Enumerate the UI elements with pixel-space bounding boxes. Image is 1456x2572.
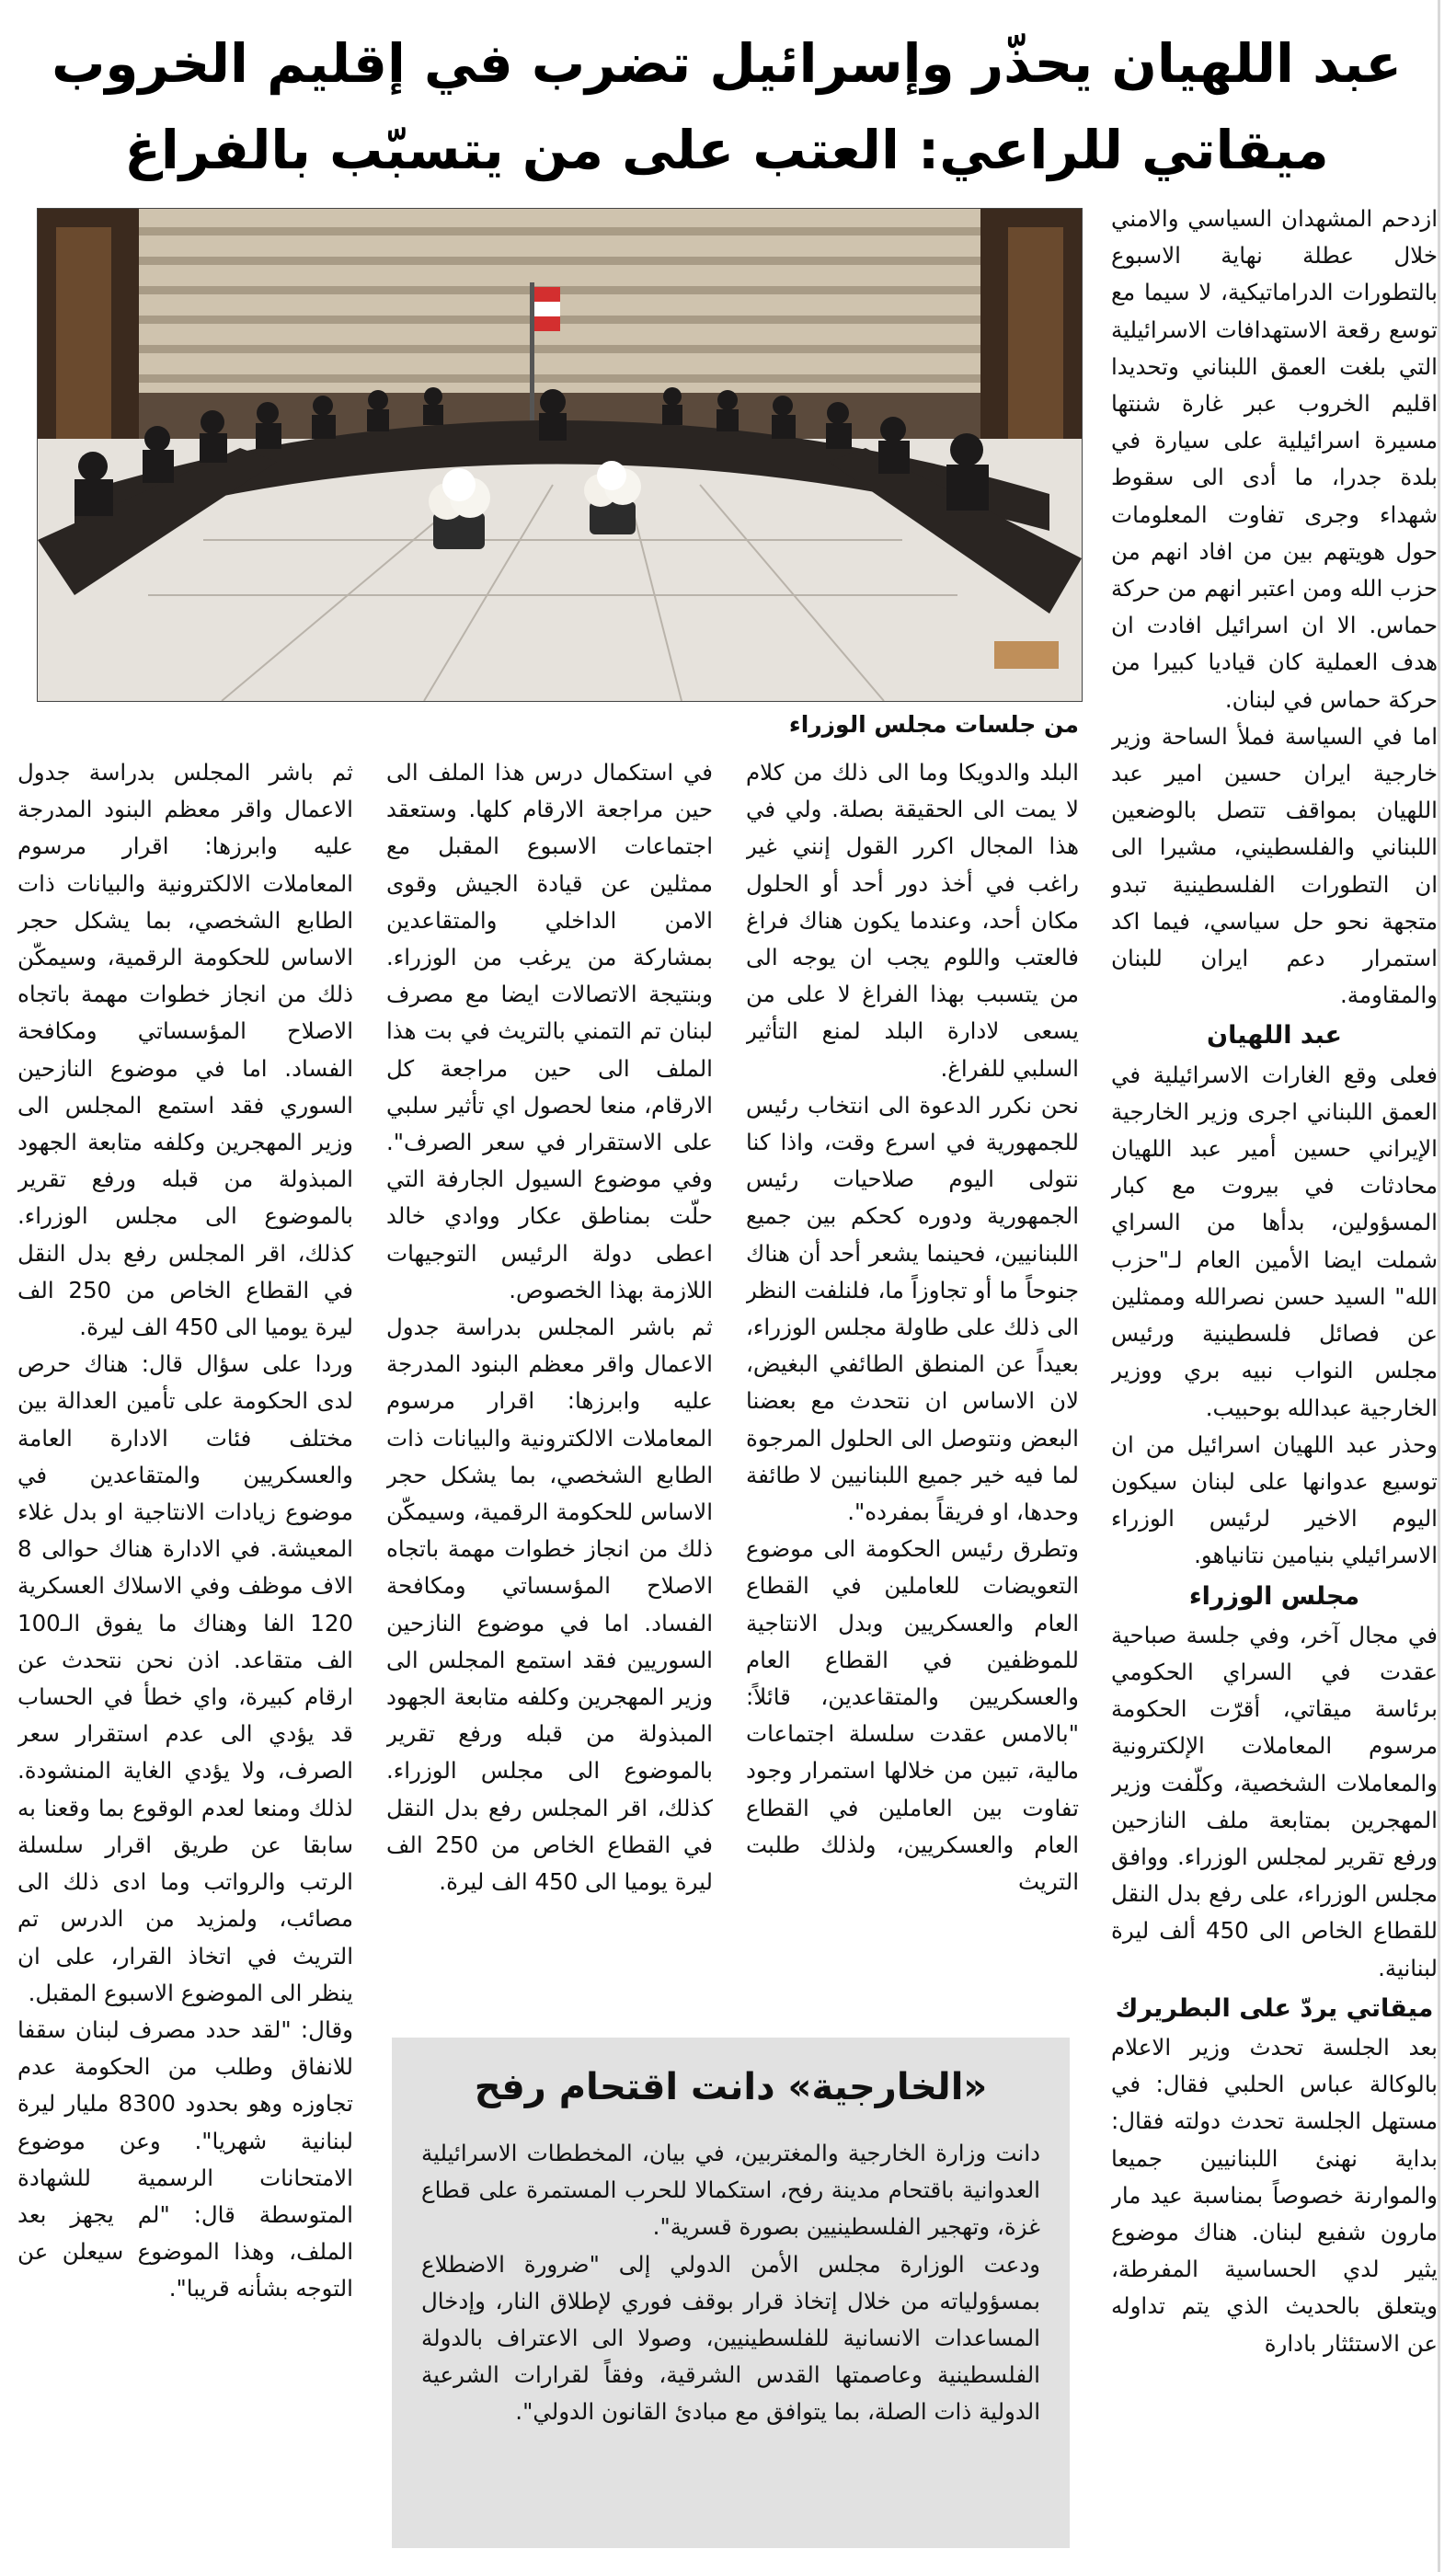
paragraph: وتطرق رئيس الحكومة الى موضوع التعويضات للعاملين في القطاع العام والعسكريين وبدل الانتاجية للموظفين في القطاع العام والعسكريين والمتقاعدين، قائلاً: "بالامس عقدت سلسلة اجتماعات مالية، تبين من خلالها استمرار وجود تفاوت بين العاملين في القطاع العام والعسكريين، ولذلك طلبت التريث [746, 1535, 1079, 1896]
headline [37, 20, 1416, 193]
article-column-right [1111, 201, 1438, 2555]
article-column-middle-left [386, 754, 713, 2028]
cabinet-meeting-photo [37, 208, 1083, 702]
subheading-mikati-reply: ميقاتي يردّ على البطريرك [1115, 1993, 1434, 2023]
subheading-cabinet: مجلس الوزراء [1188, 1581, 1360, 1611]
paragraph: في مجال آخر، وفي جلسة صباحية عقدت في السراي الحكومي برئاسة ميقاتي، أقرّت الحكومة مرسوم المعاملات الإلكترونية والمعاملات الشخصية، وكلّفت وزير المهجرين بمتابعة ملف النازحين ورفع تقرير لمجلس الوزراء. ووافق مجلس الوزراء، على رفع بدل النقل للقطاع الخاص الى 450 ألف ليرة لبنانية. [1111, 1621, 1438, 1981]
subheading-abdollahian: عبد اللهيان [1207, 1021, 1342, 1051]
paragraph: ثم باشر المجلس بدراسة جدول الاعمال واقر معظم البنود المدرجة عليه وابرزها: اقرار مرسوم المعاملات الالكترونية والبيانات ذات الطابع الشخصي، بما يشكل حجر الاساس للحكومة الرقمية، وسيمكّن ذلك من انجاز خطوات مهمة باتجاه الاصلاح المؤسساتي ومكافحة الفساد. اما في موضوع النازحين السوريين فقد استمع المجلس الى وزير المهجرين وكلفه متابعة الجهود المبذولة من قبله ورفع تقرير بالموضوع الى مجلس الوزراء. كذلك، اقر المجلس رفع بدل النقل في القطاع الخاص من 250 الف ليرة يوميا الى 450 الف ليرة. [386, 1314, 713, 1896]
headline-line-1: عبد اللهيان يحذّر وإسرائيل تضرب في إقليم الخروب [52, 32, 1402, 95]
cabinet-meeting-illustration [38, 209, 1082, 701]
paragraph: ازدحم المشهدان السياسي والامني خلال عطلة نهاية الاسبوع بالتطورات الدراماتيكية، لا سيما مع توسع رقعة الاستهدافات الاسرائيلية التي بلغت العمق اللبناني وتحديدا اقليم الخروب عبر غارة شنتها مسيرة اسرائيلية على سيارة في بلدة جدرا، ما أدى الى سقوط شهداء وجرى تفاوت المعلومات حول هويتهم بين من افاد انهم من حزب الله ومن اعتبر انهم من حركة حماس. الا ان اسرائيل افادت ان هدف العملية كان قياديا كبيرا من حركة حماس في لبنان. [1111, 205, 1438, 713]
sidebar-box-title: «الخارجية» دانت اقتحام رفح [474, 2066, 988, 2108]
headline-line-2: ميقاتي للراعي: العتب على من يتسبّب بالفراغ [124, 119, 1329, 181]
article-column-middle-right [746, 754, 1079, 2028]
paragraph: وردا على سؤال قال: هناك حرص لدى الحكومة على تأمين العدالة بين مختلف فئات الادارة العامة والعسكريين والمتقاعدين في موضوع زيادات الانتاجية او بدل غلاء المعيشة. في الادارة هناك حوالى 8 الاف موظف وفي الاسلاك العسكرية 120 الفا وهناك ما يفوق الـ100 الف متقاعد. اذن نحن نتحدث عن ارقام كبيرة، واي خطأ في الحساب قد يؤدي الى عدم استقرار سعر الصرف، ولا يؤدي الغاية المنشودة. لذلك ومنعا لعدم الوقوع بما وقعنا به سابقا عن طريق اقرار سلسلة الرتب والرواتب وما ادى ذلك الى مصائب، ولمزيد من الدرس تم التريث في اتخاذ القرار، على ان ينظر الى الموضوع الاسبوع المقبل. [17, 1350, 353, 2006]
paragraph: فعلى وقع الغارات الاسرائيلية في العمق اللبناني اجرى وزير الخارجية الإيراني حسين أمير عبد اللهيان محادثات في بيروت مع كبار المسؤولين، بدأها من السراي شملت ايضا الأمين العام لـ"حزب الله" السيد حسن نصرالله وممثلين عن فصائل فلسطينية ورئيس مجلس النواب نبيه بري ووزير الخارجية عبدالله بوحبيب. [1111, 1061, 1438, 1421]
paragraph: ودعت الوزارة مجلس الأمن الدولي إلى "ضرورة الاضطلاع بمسؤولياته من خلال إتخاذ قرار بوقف فوري لإطلاق النار، وإدخال المساعدات الانسانية للفلسطينيين، وصولا الى الاعتراف بالدولة الفلسطينية وعاصمتها القدس الشرقية، وفقاً لقرارات الشرعية الدولية ذات الصلة، بما يتوافق مع مبادئ القانون الدولي". [421, 2250, 1040, 2426]
paragraph: اما في السياسة فملأ الساحة وزير خارجية ايران حسين امير عبد اللهيان بمواقف تتصل بالوضعين اللبناني والفلسطيني، مشيرا الى ان التطورات الفلسطينية تبدو متجهة نحو حل سياسي، فيما اكد استمرار دعم ايران للبنان والمقاومة. [1111, 722, 1438, 1009]
paragraph: نحن نكرر الدعوة الى انتخاب رئيس للجمهورية في اسرع وقت، واذا كنا نتولى اليوم صلاحيات رئيس الجمهورية ودوره كحكم بين جميع اللبنانيين، فحينما يشعر أحد أن هناك جنوحاً ما أو تجاوزاً ما، فلنلفت النظر الى ذلك على طاولة مجلس الوزراء، بعيداً عن المنطق الطائفي البغيض، لان الاساس ان نتحدث مع بعضنا البعض ونتوصل الى الحلول المرجوة لما فيه خير جميع اللبنانيين لا طائفة وحدها، او فريقاً بمفرده". [746, 1091, 1079, 1526]
paragraph: ثم باشر المجلس بدراسة جدول الاعمال واقر معظم البنود المدرجة عليه وابرزها: اقرار مرسوم المعاملات الالكترونية والبيانات ذات الطابع الشخصي، بما يشكل حجر الاساس للحكومة الرقمية، وسيمكّن ذلك من انجاز خطوات مهمة باتجاه الاصلاح المؤسساتي ومكافحة الفساد. اما في موضوع النازحين السوري فقد استمع المجلس الى وزير المهجرين وكلفه متابعة الجهود المبذولة من قبله ورفع تقرير بالموضوع الى مجلس الوزراء. كذلك، اقر المجلس رفع بدل النقل في القطاع الخاص من 250 الف ليرة يوميا الى 450 الف ليرة. [17, 759, 353, 1341]
paragraph: وقال: "لقد حدد مصرف لبنان سقفا للانفاق وطلب من الحكومة عدم تجاوزه وهو بحدود 8300 مليار ليرة لبنانية شهريا". وعن موضوع الامتحانات الرسمية للشهادة المتوسطة قال: "لم يجهز بعد الملف، وهذا الموضوع سيعلن عن التوجه بشأنه قريبا". [17, 2015, 353, 2302]
article-column-left [17, 754, 353, 2557]
paragraph: وحذر عبد اللهيان اسرائيل من ان توسيع عدوانها على لبنان سيكون اليوم الاخير لرئيس الوزراء الاسرائيلي بنيامين نتانياهو. [1111, 1430, 1438, 1569]
page-edge-rule [1438, 0, 1440, 2572]
photo-caption: من جلسات مجلس الوزراء [788, 711, 1079, 738]
paragraph: البلد والدويكا وما الى ذلك من كلام لا يمت الى الحقيقة بصلة. ولي في هذا المجال اكرر القول إنني غير راغب في أخذ دور أحد أو الحلول مكان أحد، وعندما يكون هناك فراغ فالعتب واللوم يجب ان يوجه الى من يتسبب بهذا الفراغ لا على من يسعى لادارة البلد لمنع التأثير السلبي للفراغ. [746, 759, 1079, 1082]
sidebar-box-body [421, 2135, 1040, 2431]
sidebar-box-foreign-ministry [392, 2038, 1070, 2548]
paragraph: في استكمال درس هذا الملف الى حين مراجعة الارقام كلها. وستعقد اجتماعات الاسبوع المقبل مع ممثلين عن قيادة الجيش وقوى الامن الداخلي والمتقاعدين بمشاركة من يرغب من الوزراء. وبنتيجة الاتصالات ايضا مع مصرف لبنان تم التمني بالتريث في بت هذا الملف الى حين مراجعة كل الارقام، منعا لحصول اي تأثير سلبي على الاستقرار في سعر الصرف". وفي موضوع السيول الجارفة التي حلّت بمناطق عكار ووادي خالد اعطى دولة الرئيس التوجيهات اللازمة بهذا الخصوص. [386, 759, 713, 1303]
paragraph: بعد الجلسة تحدث وزير الاعلام بالوكالة عباس الحلبي فقال: في مستهل الجلسة تحدث دولته فقال: بداية نهنئ اللبنانيين جميعا والموارنة خصوصاً بمناسبة عيد مار مارون شفيع لبنان. هناك موضوع يثير لدي الحساسية المفرطة، ويتعلق بالحديث الذي يتم تداوله عن الاستئثار بادارة [1111, 2033, 1438, 2357]
paragraph: دانت وزارة الخارجية والمغتربين، في بيان، المخططات الاسرائيلية العدوانية باقتحام مدينة رفح، استكمالا للحرب المستمرة على قطاع غزة، وتهجير الفلسطينيين بصورة قسرية". [421, 2140, 1040, 2241]
